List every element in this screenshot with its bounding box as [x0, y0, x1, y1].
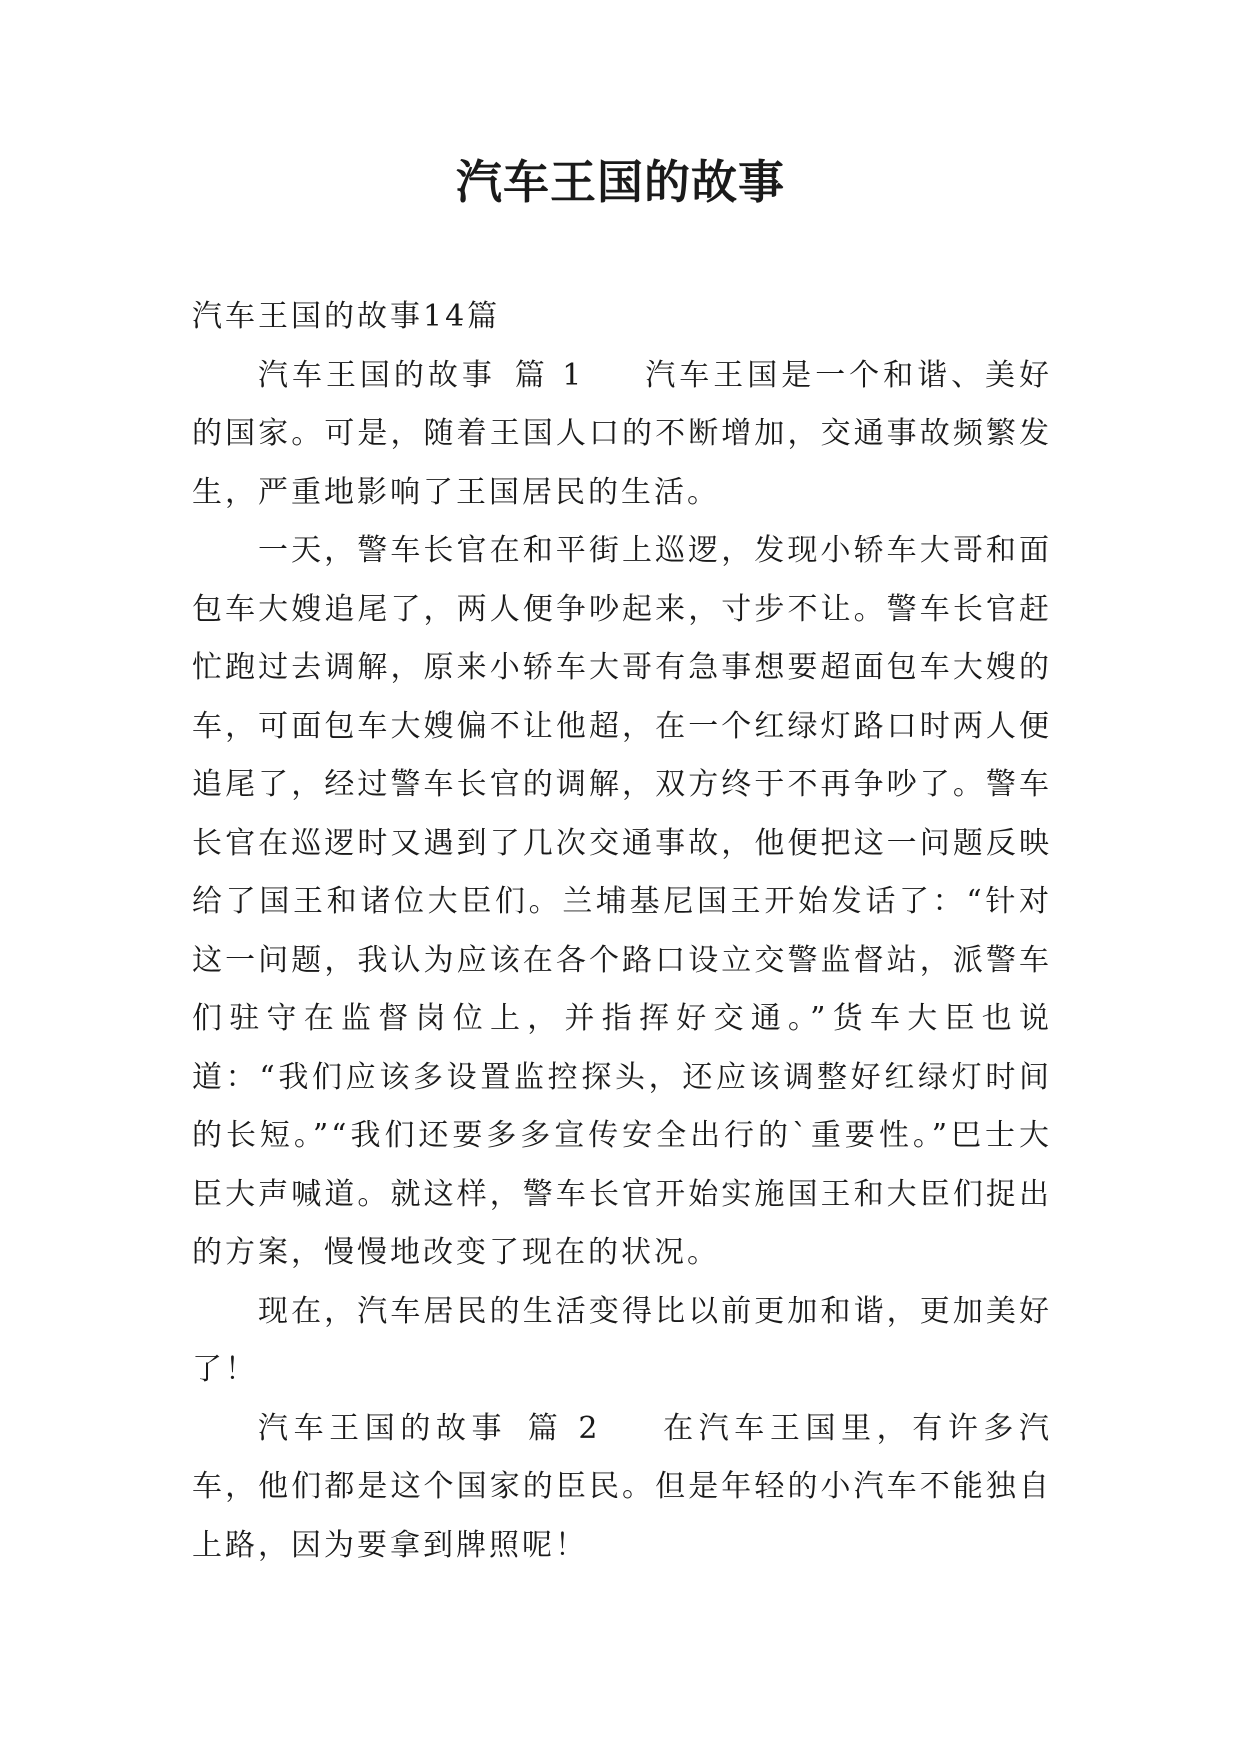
article-1-intro-paragraph: [192, 347, 1052, 523]
article-2-heading: 汽车王国的故事: [258, 1410, 508, 1446]
document-body: [192, 288, 1052, 1575]
article-2-paragraph-1: 在汽车王国里，有许多汽车，他们都是这个国家的臣民。但是年轻的小汽车不能独自上路，因为要拿到牌照呢！: [192, 1410, 1053, 1563]
article-1-part-label: 篇 1: [513, 357, 585, 393]
article-1-heading: 汽车王国的故事: [258, 357, 496, 393]
document-subtitle: 汽车王国的故事14篇: [192, 299, 501, 334]
article-1-paragraph-2: 一天，警车长官在和平街上巡逻，发现小轿车大哥和面包车大嫂追尾了，两人便争吵起来，寸步不让。警车长官赶忙跑过去调解，原来小轿车大哥有急事想要超面包车大嫂的车，可面包车大嫂偏不让他超，在一个红绿灯路口时两人便追尾了，经过警车长官的调解，双方终于不再争吵了。警车长官在巡逻时又遇到了几次交通事故，他便把这一问题反映给了国王和诸位大臣们。兰埔基尼国王开始发话了：“针对这一问题，我认为应该在各个路口设立交警监督站，派警车们驻守在监督岗位上，并指挥好交通。”货车大臣也说道：“我们应该多设置监控探头，还应该调整好红绿灯时间的长短。”“我们还要多多宣传安全出行的`重要性。”巴士大臣大声喊道。就这样，警车长官开始实施国王和大臣们捉出的方案，慢慢地改变了现在的状况。: [192, 533, 1052, 1270]
article-2-intro-paragraph: [192, 1400, 1052, 1576]
article-2-part-label: 篇 2: [525, 1410, 601, 1446]
article-1-paragraph-3: 现在，汽车居民的生活变得比以前更加和谐，更加美好了！: [192, 1293, 1052, 1387]
document-title: 汽车王国的故事: [456, 155, 785, 209]
article-1-paragraph-1: 汽车王国是一个和谐、美好的国家。可是，随着王国人口的不断增加，交通事故频繁发生，严重地影响了王国居民的生活。: [192, 357, 1053, 510]
